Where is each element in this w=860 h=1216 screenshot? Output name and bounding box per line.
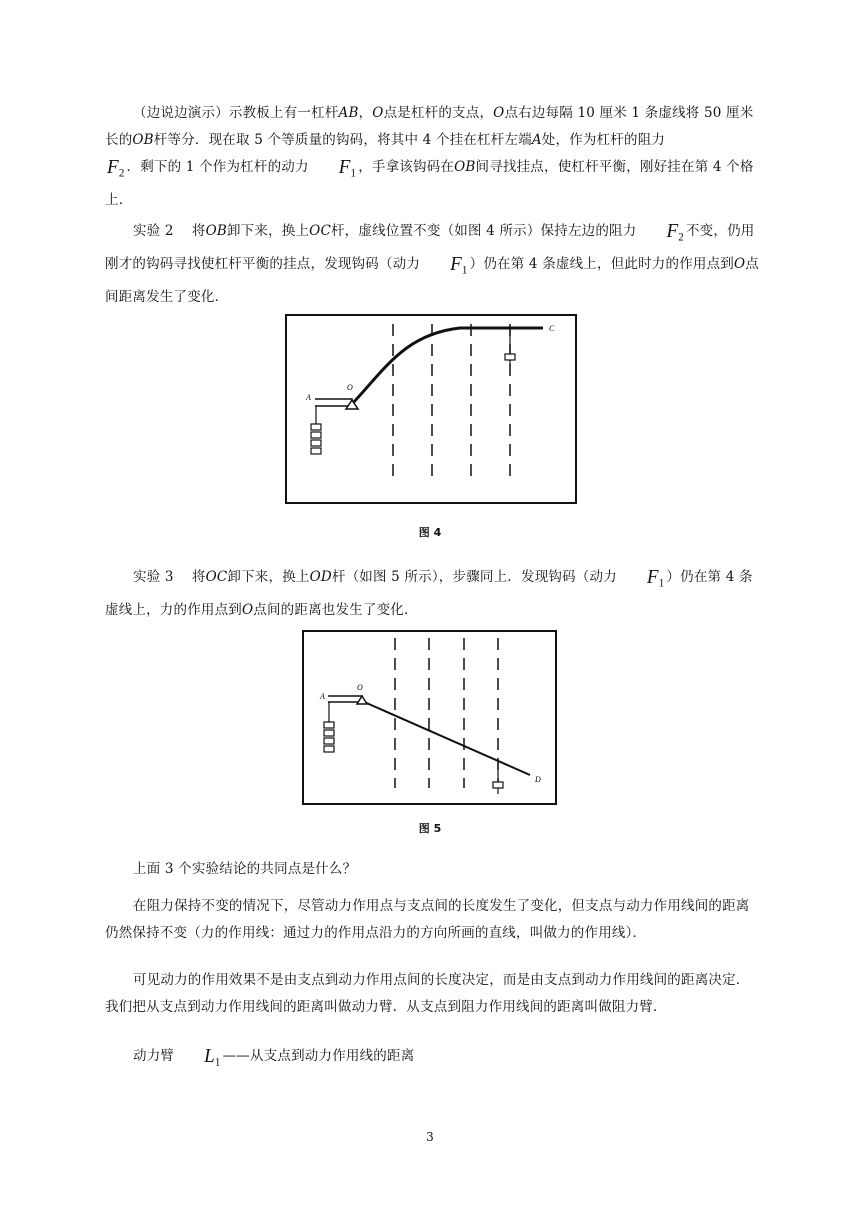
symbol-subscript: 2 xyxy=(678,230,684,244)
paragraph-experiment-2 xyxy=(105,218,760,311)
pivot-label: O xyxy=(372,105,384,121)
figure-5-caption: 图 5 xyxy=(418,822,442,835)
paragraph-conclusion: 在阻力保持不变的情况下，尽管动力作用点与支点间的长度发生了变化，但支点与动力作用线间的距离仍然保持不变（力的作用线：通过力的作用点沿力的方向所画的直线，叫做力的作用线）． xyxy=(105,898,750,941)
text-run: 杆等分．现在取 5 个等质量的钩码，将其中 4 个挂在杠杆左端 xyxy=(153,132,532,148)
symbol-letter: F xyxy=(646,566,659,589)
symbol-f1 xyxy=(617,563,667,598)
symbol-letter: L xyxy=(204,1045,215,1068)
symbol-f1 xyxy=(420,250,470,285)
rod-label-ob: OB xyxy=(454,159,476,175)
text-run: ， xyxy=(358,105,373,121)
text-run: 实验 3 将 xyxy=(133,569,206,585)
symbol-f2 xyxy=(636,217,686,252)
symbol-subscript: 1 xyxy=(658,576,665,590)
pivot-label: O xyxy=(734,256,746,272)
label-o: O xyxy=(357,683,363,692)
figure-4-caption: 图 4 xyxy=(418,526,442,539)
text-run: 处，作为杠杆的阻力 xyxy=(541,132,666,148)
label-o: O xyxy=(347,383,353,392)
paragraph-intro xyxy=(105,100,760,214)
point-label-a: A xyxy=(531,132,542,148)
text-run: 杆（如图 5 所示），步骤同上．发现钩码（动力 xyxy=(331,569,617,585)
text-run: ，手拿该钩码在 xyxy=(358,159,455,175)
symbol-subscript: 1 xyxy=(461,263,468,277)
symbol-letter: F xyxy=(338,156,351,179)
text-run: （边说边演示）示教板上有一杠杆 xyxy=(133,105,339,121)
paragraph-power-arm xyxy=(105,1043,760,1076)
text-run: 卸下来，换上 xyxy=(227,569,310,585)
text-run: 实验 2 将 xyxy=(133,223,206,239)
label-a: A xyxy=(306,393,311,402)
text-run: 点间的距离也发生了变化． xyxy=(253,602,418,618)
text-run: ——从支点到动力作用线的距离 xyxy=(222,1048,415,1064)
page-number: 3 xyxy=(426,1130,434,1144)
symbol-subscript: 2 xyxy=(118,166,125,180)
lever-label-ab: AB xyxy=(338,105,359,121)
symbol-f1 xyxy=(309,153,359,188)
text-run: 点是杠杆的支点， xyxy=(383,105,494,121)
text-run: 动力臂 xyxy=(133,1048,175,1064)
text-run: ．剩下的 1 个作为杠杆的动力 xyxy=(126,159,309,175)
pivot-label: O xyxy=(242,602,254,618)
symbol-letter: F xyxy=(666,220,679,243)
paragraph-definition: 可见动力的作用效果不是由支点到动力作用点间的长度决定，而是由支点到动力作用线间的距离决定．我们把从支点到动力作用线间的距离叫做动力臂．从支点到阻力作用线间的距离叫做阻力臂． xyxy=(105,972,750,1015)
paragraph-experiment-3 xyxy=(105,564,760,624)
rod-label-oc: OC xyxy=(309,223,331,239)
symbol-l1 xyxy=(174,1042,222,1077)
symbol-f2 xyxy=(77,153,127,188)
figure-5-diagram xyxy=(302,630,557,805)
text-run: 点间距离发生了变化． xyxy=(105,256,759,305)
symbol-letter: F xyxy=(450,253,462,276)
text-run: 不变，仍用刚才的钩码寻找使杠杆平衡的挂点，发现钩码（动力 xyxy=(105,223,755,272)
paragraph-question: 上面 3 个实验结论的共同点是什么？ xyxy=(133,861,357,877)
text-run: ）仍在第 4 条虚线上，但此时力的作用点到 xyxy=(469,256,734,272)
label-c: C xyxy=(549,324,555,333)
rod-label-ob: OB xyxy=(205,223,227,239)
rod-label-ob: OB xyxy=(132,132,154,148)
rod-label-oc: OC xyxy=(205,569,228,585)
figure-4-diagram xyxy=(285,314,577,504)
text-run: 点右边每隔 10 厘米 1 条虚线将 50 厘米长的 xyxy=(105,105,754,148)
text-run: ）仍在第 4 条虚线上，力的作用点到 xyxy=(105,569,753,618)
symbol-subscript: 1 xyxy=(214,1055,221,1069)
symbol-subscript: 1 xyxy=(350,166,357,180)
label-d: D xyxy=(535,775,541,784)
symbol-letter: F xyxy=(107,156,119,179)
label-a: A xyxy=(320,692,325,701)
rod-label-od: OD xyxy=(309,569,332,585)
text-run: 间寻找挂点，使杠杆平衡，刚好挂在第 4 个格上． xyxy=(105,159,754,208)
text-run: 杆，虚线位置不变（如图 4 所示）保持左边的阻力 xyxy=(330,223,637,239)
text-run: 卸下来，换上 xyxy=(226,223,310,239)
pivot-label: O xyxy=(493,105,505,121)
